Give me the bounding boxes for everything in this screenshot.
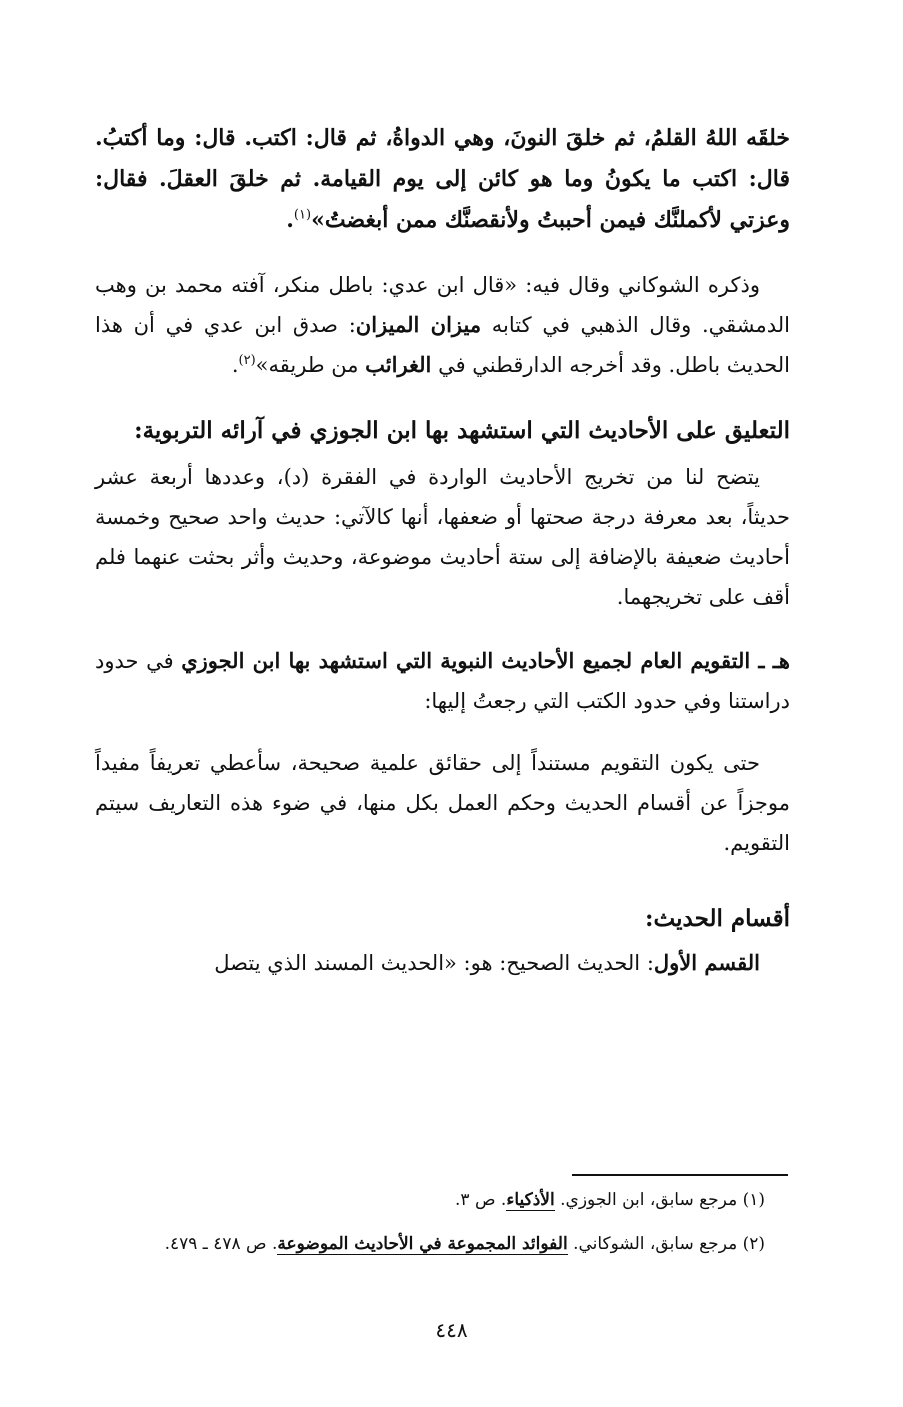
paragraph-shawkani-part1: وذكره الشوكاني وقال فيه: «قال ابن عدي: باطل منكر، آفته محمد بن وهب الدمشقي. وقال الذهبي في كتابه (95, 273, 790, 337)
section-title-hadith-types: أقسام الحديث: (645, 905, 790, 932)
heading-comment-on-hadiths: التعليق على الأحاديث التي استشهد بها ابن الجوزي في آرائه التربوية: (134, 417, 790, 444)
footnote-2-page: . ص ٤٧٨ ـ ٤٧٩. (164, 1234, 278, 1254)
footnote-2-title: الفوائد المجموعة في الأحاديث الموضوعة (277, 1234, 568, 1254)
paragraph-result: يتضح لنا من تخريج الأحاديث الواردة في الفقرة (د)، وعددها أربعة عشر حديثاً، بعد معرفة درجة صحتها أو ضعفها، أنها كالآتي: حديث واحد صحيح وخمسة أحاديث ضعيفة بالإضافة إلى ستة أحاديث موضوعة، وحديث وأثر بحثت عنهما فلم أقف على تخريجهما. (95, 465, 790, 609)
quoted-hadith (95, 118, 790, 241)
footnote-2 (95, 1228, 765, 1260)
page-number: ٤٤٨ (435, 1318, 468, 1342)
book-title-mizan: ميزان الميزان (355, 312, 482, 337)
paragraph-shawkani-end: . (231, 353, 239, 377)
subheading-general-evaluation (95, 641, 790, 721)
footnote-1-number: (١) (742, 1190, 765, 1210)
footnote-divider (572, 1174, 788, 1176)
footnote-ref-2[interactable]: (٢) (238, 353, 256, 368)
paragraph-shawkani (95, 265, 790, 385)
footnote-1-source: مرجع سابق، ابن الجوزي. (554, 1190, 743, 1210)
footnote-ref-1[interactable]: (١) (293, 207, 312, 223)
paragraph-shawkani-part2: : صدق ابن عدي في أن هذا الحديث باطل. وقد أخرجه الدارقطني في (95, 313, 790, 377)
page-body (95, 118, 790, 1007)
paragraph-shawkani-part3: من طريقه» (255, 353, 366, 377)
paragraph-evaluation: حتى يكون التقويم مستنداً إلى حقائق علمية صحيحة، سأعطي تعريفاً مفيداً موجزاً عن أقسام الحديث وحكم العمل بكل منها، في ضوء هذه التعاريف سيتم التقويم. (95, 751, 790, 855)
first-type-lead: القسم الأول (653, 950, 760, 975)
first-type-rest: : الحديث الصحيح: هو: «الحديث المسند الذي يتصل (214, 951, 654, 975)
subheading-rest: في حدود دراستنا وفي حدود الكتب التي رجعتُ إليها: (95, 649, 790, 713)
footnote-1 (95, 1184, 765, 1216)
footnote-2-source: مرجع سابق، الشوكاني. (567, 1234, 743, 1254)
paragraph-first-type (95, 943, 790, 983)
subheading-lead: هـ ـ التقويم العام لجميع الأحاديث النبوية التي استشهد بها ابن الجوزي (181, 648, 791, 673)
quoted-hadith-text: خلقَه اللهُ القلمُ، ثم خلقَ النونَ، وهي الدواةُ، ثم قال: اكتب. قال: وما أكتبُ. قال: اكتب ما يكونُ وما هو كائن إلى يوم القيامة. ثم خلقَ العقلَ. فقال: وعزتي لأكملنَّك فيمن أحببتُ ولأنقصنَّك ممن أبغضتُ» (95, 125, 790, 233)
book-title-gharaib: الغرائب (365, 352, 432, 377)
quoted-hadith-end: . (286, 207, 294, 233)
footnotes (95, 1184, 765, 1272)
footnote-1-page: . ص ٣. (455, 1190, 507, 1210)
footnote-2-number: (٢) (742, 1234, 765, 1254)
footnote-1-title: الأذكياء (506, 1190, 555, 1210)
